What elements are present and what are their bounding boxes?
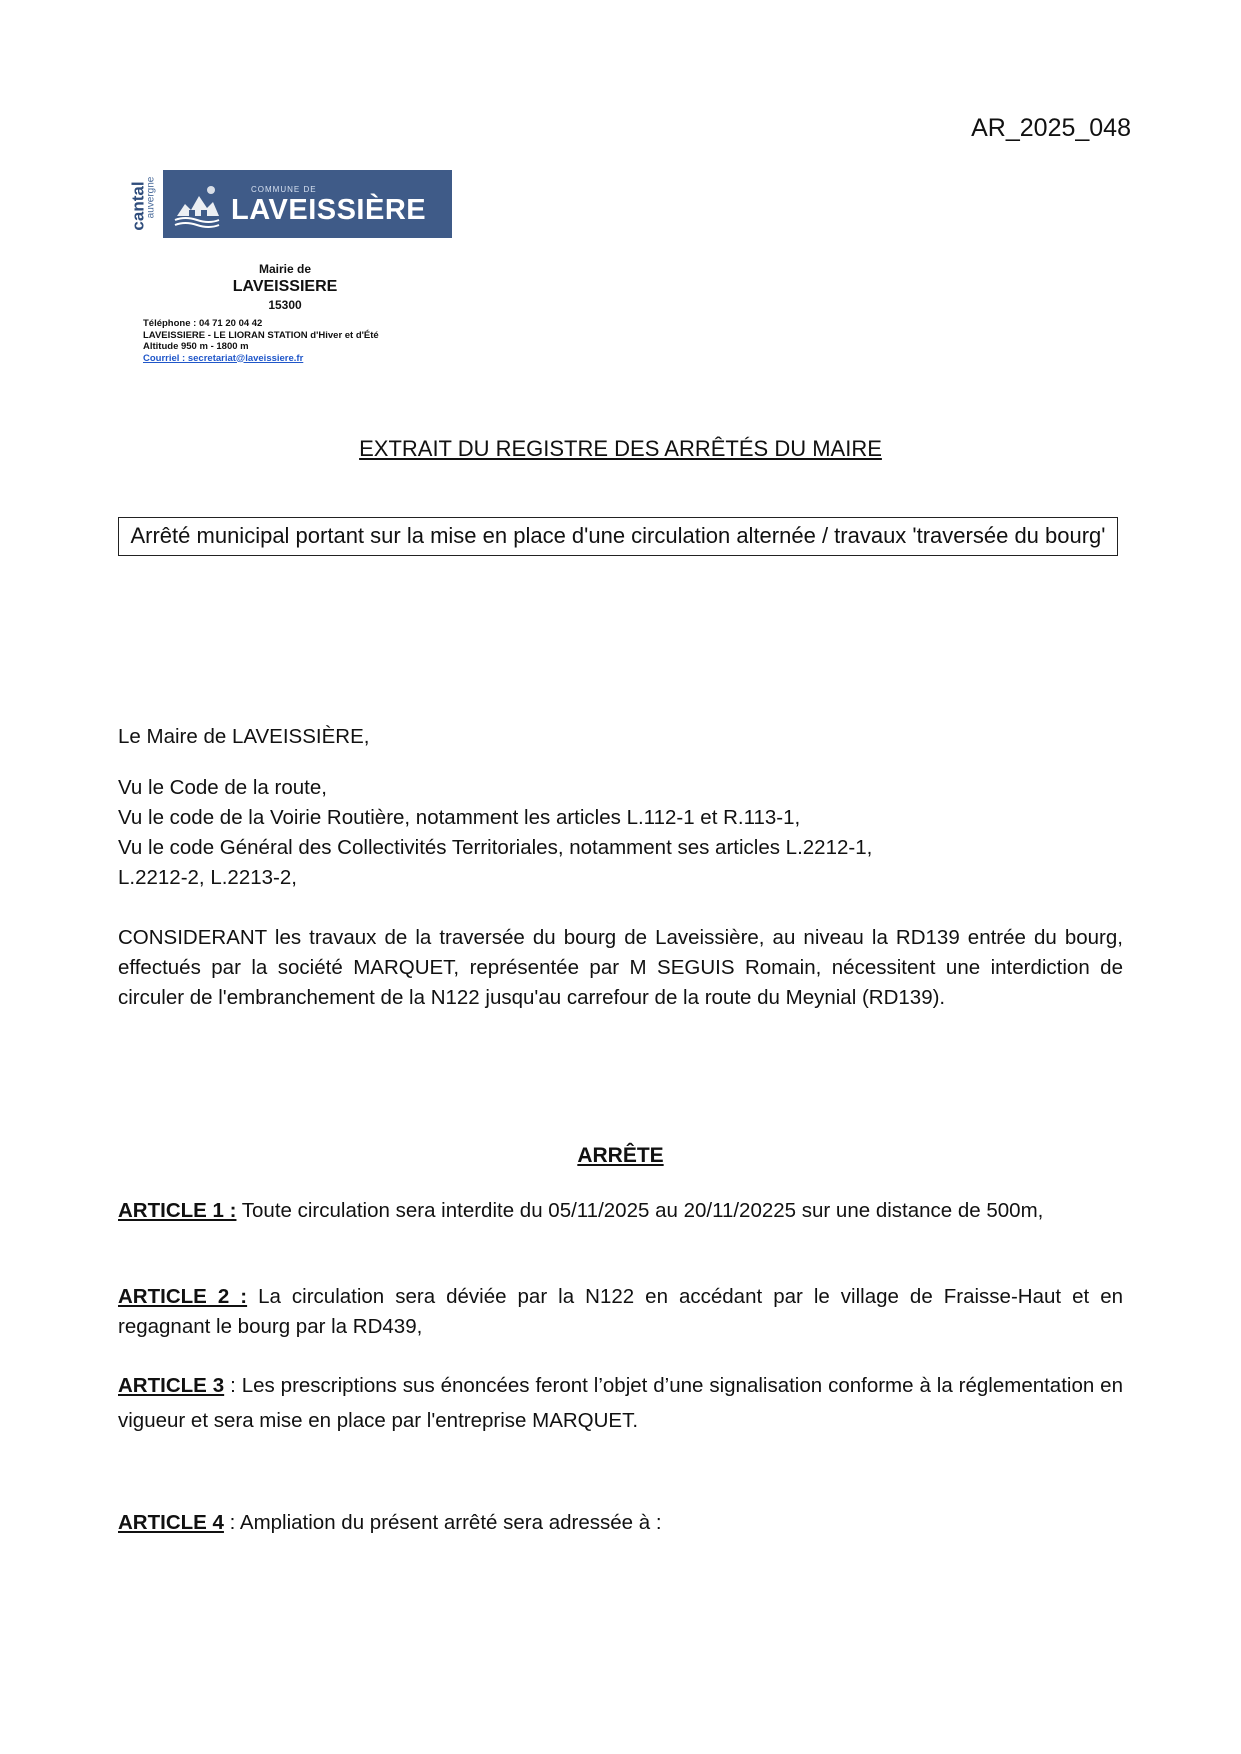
logo-banner xyxy=(163,170,452,238)
legal-basis-item: Vu le code Général des Collectivités Territoriales, notamment ses articles L.2212-1, xyxy=(118,836,873,859)
article-2 xyxy=(118,1282,1123,1342)
subject-box: Arrêté municipal portant sur la mise en place d'une circulation alternée / travaux 'traversée du bourg' xyxy=(118,517,1118,556)
logo-commune-prefix: COMMUNE DE xyxy=(251,185,317,194)
document-reference: AR_2025_048 xyxy=(971,114,1131,142)
legal-basis-list xyxy=(118,773,1123,893)
arrete-heading: ARRÊTE xyxy=(577,1144,664,1167)
page-title: EXTRAIT DU REGISTRE DES ARRÊTÉS DU MAIRE xyxy=(359,436,882,461)
article-3 xyxy=(118,1368,1123,1438)
article-1 xyxy=(118,1196,1123,1226)
logo-commune-name: LAVEISSIÈRE xyxy=(231,194,427,226)
article-3-text: : Les prescriptions sus énoncées feront l’objet d’une signalisation conforme à la réglementation en vigueur et sera mise en place par l'entreprise MARQUET. xyxy=(118,1374,1123,1432)
legal-basis-item: Vu le Code de la route, xyxy=(118,776,327,799)
article-1-label: ARTICLE 1 : xyxy=(118,1199,237,1222)
contact-station: LAVEISSIERE - LE LIORAN STATION d'Hiver et d'Été xyxy=(143,329,379,341)
mairie-line-1: Mairie de xyxy=(258,262,312,276)
contact-email-link[interactable]: Courriel : secretariat@laveissiere.fr xyxy=(143,352,304,364)
contact-block xyxy=(143,318,379,364)
mairie-line-2: LAVEISSIERE xyxy=(232,278,338,295)
logo-side-text-cantal: cantal xyxy=(128,181,148,231)
legal-basis-item: L.2212-2, L.2213-2, xyxy=(118,866,297,889)
village-crest-icon xyxy=(171,180,223,228)
article-4-text: : Ampliation du présent arrêté sera adressée à : xyxy=(223,1511,662,1534)
contact-phone: Téléphone : 04 71 20 04 42 xyxy=(143,318,263,329)
article-2-text: La circulation sera déviée par la N122 en accédant par le village de Fraisse-Haut et en regagnant le bourg par la RD439, xyxy=(118,1285,1124,1338)
considerant-paragraph: CONSIDERANT les travaux de la traversée du bourg de Laveissière, au niveau la RD139 entrée du bourg, effectués par la société MARQUET, représentée par M SEGUIS Romain, nécessitent une interdiction de circuler de l'embranchement de la N122 jusqu'au carrefour de la route du Meynial (RD139). xyxy=(118,926,1123,1009)
mairie-postcode: 15300 xyxy=(268,298,302,312)
intro-line: Le Maire de LAVEISSIÈRE, xyxy=(118,725,370,748)
article-2-label: ARTICLE 2 : xyxy=(118,1285,248,1308)
mairie-header xyxy=(140,262,430,312)
article-1-text: Toute circulation sera interdite du 05/11/2025 au 20/11/20225 sur une distance de 500m, xyxy=(236,1199,1044,1222)
commune-logo xyxy=(128,170,452,242)
logo-side-text-auvergne: auvergne xyxy=(145,176,157,219)
article-3-label: ARTICLE 3 xyxy=(118,1374,225,1397)
cantal-auvergne-mark xyxy=(128,170,162,242)
article-4-label: ARTICLE 4 xyxy=(118,1511,224,1534)
contact-altitude: Altitude 950 m - 1800 m xyxy=(143,341,249,352)
legal-basis-item: Vu le code de la Voirie Routière, notamment les articles L.112-1 et R.113-1, xyxy=(118,806,801,829)
article-4 xyxy=(118,1508,1123,1538)
